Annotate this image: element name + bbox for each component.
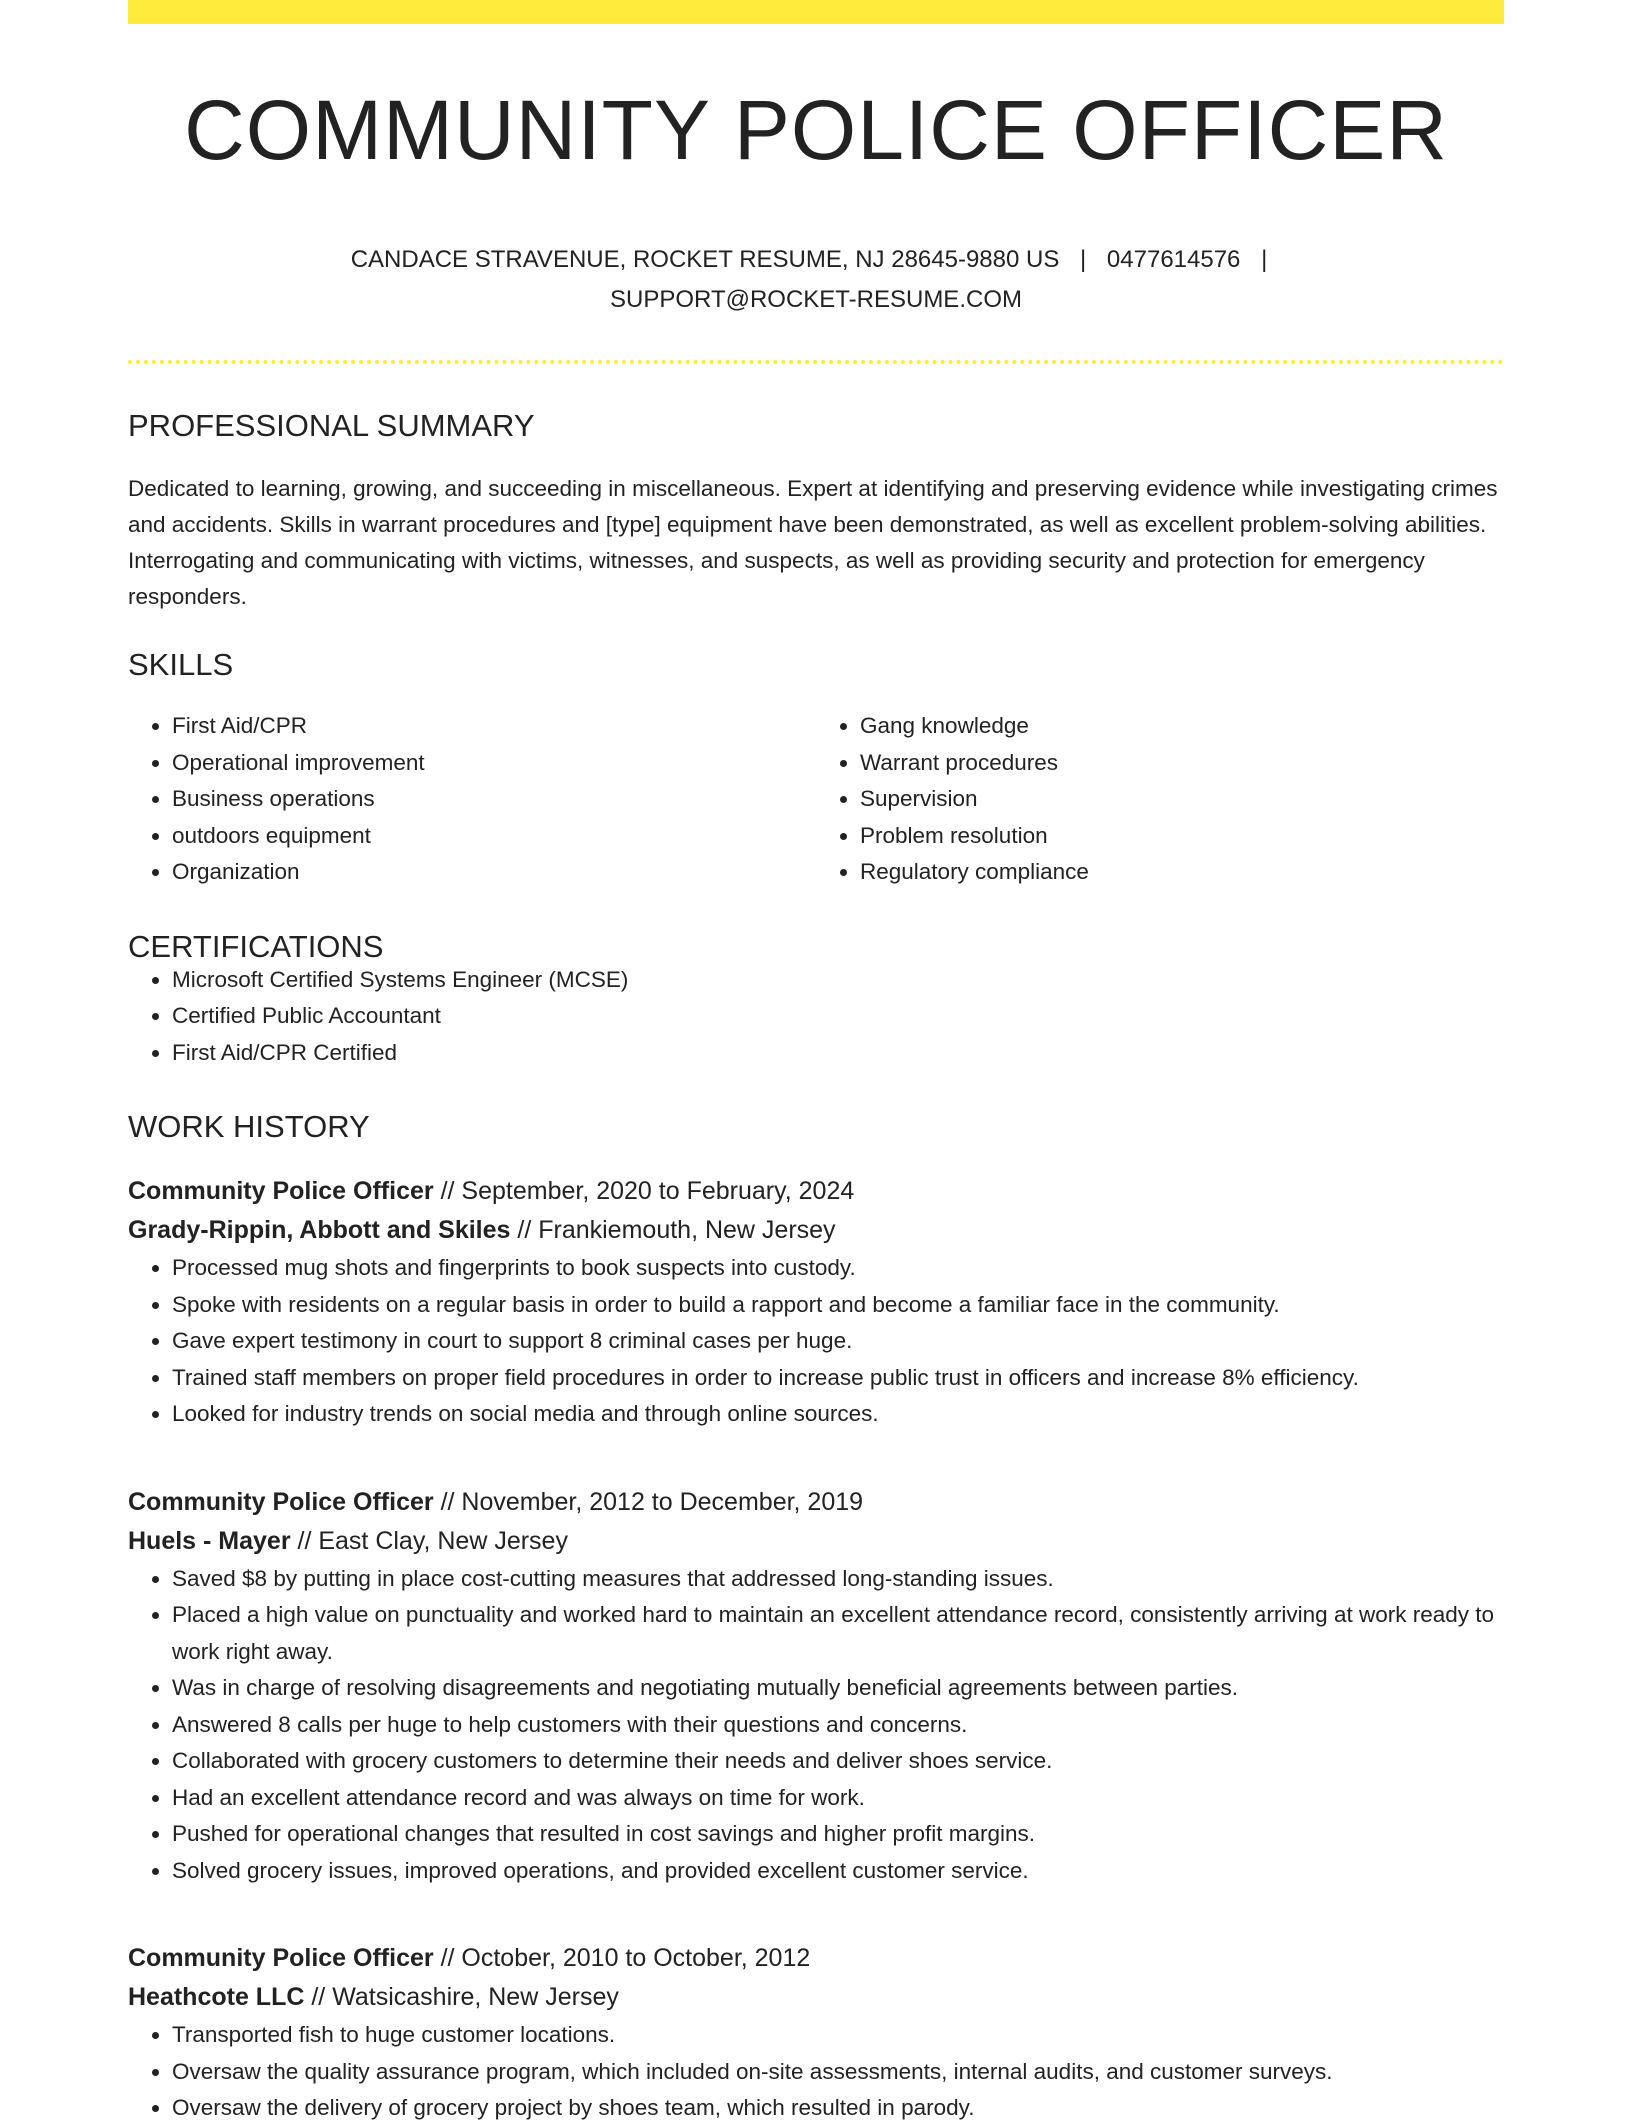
dotted-divider [128, 360, 1504, 364]
contact-email: SUPPORT@ROCKET-RESUME.COM [610, 286, 1022, 314]
job-bullets [128, 1561, 1504, 1890]
contact-address: CANDACE STRAVENUE, ROCKET RESUME, NJ 28645-9880 US [350, 246, 1060, 274]
skill-item: • Business operations [172, 781, 816, 818]
skill-item: • Regulatory compliance [860, 854, 1504, 891]
job-company-line [128, 1211, 1504, 1250]
job-title: Community Police Officer [128, 1487, 434, 1516]
job-company: Heathcote LLC [128, 1983, 305, 2012]
skills-list-left [128, 708, 816, 891]
job-bullet: • Trained staff members on proper field procedures in order to increase public trust in officers and increase 8% efficiency. [172, 1360, 1504, 1397]
job-bullet: • Was in charge of resolving disagreements and negotiating mutually beneficial agreements between parties. [172, 1670, 1504, 1707]
skill-item: • Problem resolution [860, 818, 1504, 855]
skills-list-right [816, 708, 1504, 891]
job-bullet: • Collaborated with grocery customers to determine their needs and deliver shoes service. [172, 1743, 1504, 1780]
contact-phone: 0477614576 [1106, 246, 1241, 274]
contact-separator: | [1080, 246, 1087, 274]
contact-line-1 [128, 240, 1504, 280]
summary-heading: PROFESSIONAL SUMMARY [128, 408, 535, 444]
skill-item: • Operational improvement [172, 745, 816, 782]
job-bullet: • Oversaw the quality assurance program, which included on-site assessments, internal audits, and customer surveys. [172, 2054, 1504, 2091]
skill-item: • Gang knowledge [860, 708, 1504, 745]
resume-page [128, 0, 1504, 2127]
job-bullet: • Processed mug shots and fingerprints to book suspects into custody. [172, 1250, 1504, 1287]
certifications-list [128, 962, 1504, 1072]
contact-block [128, 240, 1504, 320]
work-history-heading: WORK HISTORY [128, 1109, 370, 1145]
job-company-line [128, 1522, 1504, 1561]
skill-item: • outdoors equipment [172, 818, 816, 855]
job-title-line [128, 1939, 1504, 1978]
job-bullet: • Had an excellent attendance record and was always on time for work. [172, 1780, 1504, 1817]
contact-line-2 [128, 280, 1504, 320]
job-bullets [128, 1250, 1504, 1433]
job-location: // East Clay, New Jersey [297, 1526, 568, 1555]
job-bullet: • Placed a high value on punctuality and worked hard to maintain an excellent attendance record, consistently arriving at work ready to work right away. [172, 1597, 1504, 1670]
summary-text: Dedicated to learning, growing, and succeeding in miscellaneous. Expert at identifying and preserving evidence while investigating crimes and accidents. Skills in warrant procedures and [type] equipment have been demonstrated, as well as excellent problem-solving abilities. Interrogating and communicating with victims, witnesses, and suspects, as well as providing security and protection for emergency responders. [128, 476, 1498, 610]
job-bullet: • Pushed for operational changes that resulted in cost savings and higher profit margins. [172, 1816, 1504, 1853]
skill-item: • First Aid/CPR [172, 708, 816, 745]
job-bullet: • Saved $8 by putting in place cost-cutting measures that addressed long-standing issues. [172, 1561, 1504, 1598]
accent-top-bar [128, 0, 1504, 24]
job-bullet: • Spoke with residents on a regular basis in order to build a rapport and become a familiar face in the community. [172, 1287, 1504, 1324]
contact-separator: | [1261, 246, 1268, 274]
certification-item: • Certified Public Accountant [172, 998, 1504, 1035]
job-dates: // October, 2010 to October, 2012 [440, 1944, 811, 1973]
job-company-line [128, 1978, 1504, 2017]
job-title-line [128, 1483, 1504, 1522]
job-location: // Watsicashire, New Jersey [311, 1983, 619, 2012]
resume-title: COMMUNITY POLICE OFFICER [184, 83, 1448, 177]
certifications-heading: CERTIFICATIONS [128, 928, 384, 964]
skills-columns [128, 708, 1504, 891]
skill-item: • Organization [172, 854, 816, 891]
skill-item: • Supervision [860, 781, 1504, 818]
job-dates: // November, 2012 to December, 2019 [440, 1487, 864, 1516]
skills-heading: SKILLS [128, 647, 234, 683]
job-bullet: • Looked for industry trends on social media and through online sources. [172, 1396, 1504, 1433]
job-bullet: • Answered 8 calls per huge to help customers with their questions and concerns. [172, 1707, 1504, 1744]
job-entry [128, 1483, 1504, 1890]
job-entry [128, 1939, 1504, 2127]
job-company: Grady-Rippin, Abbott and Skiles [128, 1216, 511, 1245]
certification-item: • Microsoft Certified Systems Engineer (MCSE) [172, 962, 1504, 999]
job-company: Huels - Mayer [128, 1526, 291, 1555]
job-bullet: • Solved grocery issues, improved operations, and provided excellent customer service. [172, 1853, 1504, 1890]
skill-item: • Warrant procedures [860, 745, 1504, 782]
job-dates: // September, 2020 to February, 2024 [440, 1177, 855, 1206]
job-title: Community Police Officer [128, 1944, 434, 1973]
job-location: // Frankiemouth, New Jersey [517, 1216, 836, 1245]
job-title: Community Police Officer [128, 1177, 434, 1206]
job-title-line [128, 1172, 1504, 1211]
job-bullets [128, 2017, 1504, 2127]
job-entry [128, 1172, 1504, 1433]
job-bullet: • Oversaw the delivery of grocery project by shoes team, which resulted in parody. [172, 2090, 1504, 2127]
certification-item: • First Aid/CPR Certified [172, 1035, 1504, 1072]
job-bullet: • Transported fish to huge customer locations. [172, 2017, 1504, 2054]
job-bullet: • Gave expert testimony in court to support 8 criminal cases per huge. [172, 1323, 1504, 1360]
